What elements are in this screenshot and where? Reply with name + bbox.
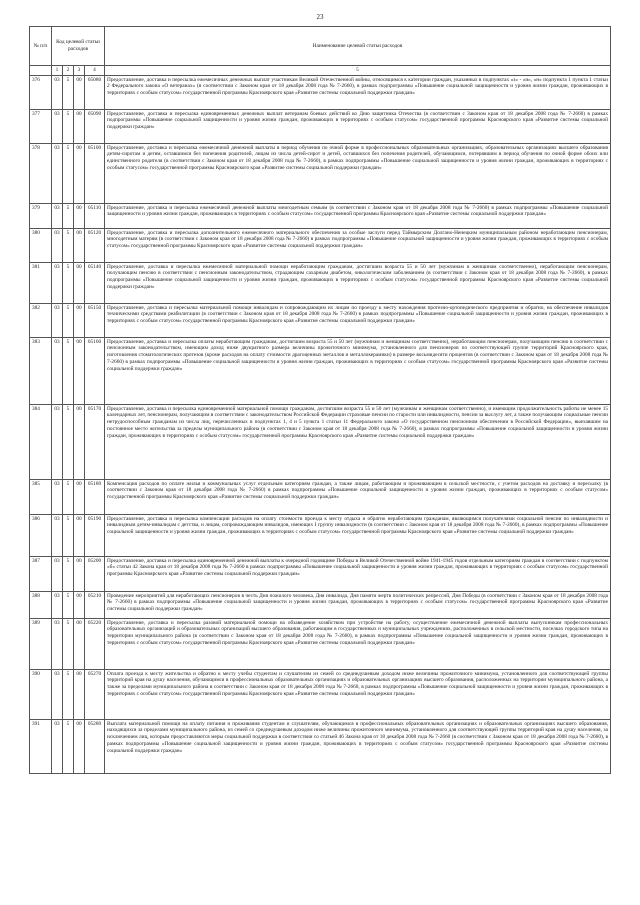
expenditure-name: Предоставление, доставка и пересылка оплаты неработающим гражданам, достигшим возраста 55 и 50 лет (мужчинам и женщинам соответственно), неработающим пенсионерам, получающим пенсию в соответствии с пенсионным законодательством, имеющим доход ниже двукратного размера величины прожиточного минимума, установленного для пенсионеров по соответствующей группе территорий Красноярского края, изготовления стоматологических протезов (кроме расходов на оплату стоимости драгоценных металлов и металлокерамики) в размере восьмидесяти процентов (в соответствии с Законом края от 18 декабря 2008 года № 7-2660) в рамках подпрограммы «Повышение социальной защищенности и уровня жизни граждан, проживающих в территориях с особым статусом» государственной программы Красноярского края «Развитие системы социальной поддержки граждан» bbox=[105, 337, 611, 404]
code-program: 03 bbox=[52, 337, 63, 404]
header-code-group: Код целевой статьи расходов bbox=[52, 27, 105, 66]
table-row bbox=[30, 591, 611, 618]
row-number: 377 bbox=[30, 109, 52, 143]
code-direction: 05210 bbox=[85, 591, 105, 618]
expenditure-name: Предоставление, доставка и пересылка дополнительного ежемесячного материального обеспечения за особые заслуги перед Таймырским Долгано-Ненецким муниципальным районом неработающим пенсионерам, многодетным матерям (в соответствии с Законом края от 18 декабря 2008 года № 7-2660) в рамках подпрограммы «Повышение социальной защищенности и уровня жизни граждан, проживающих в территориях с особым статусом» государственной программы Красноярского края «Развитие системы социальной поддержки граждан» bbox=[105, 228, 611, 262]
table-row bbox=[30, 618, 611, 669]
code-section: 00 bbox=[74, 404, 85, 479]
expenditure-name: Предоставление, доставка и пересылка ежемесячной денежной выплаты в период обучения по очной форме в профессиональных образовательных организациях, образовательных организациях высшего образования детям-сиротам и детям, оставшимся без попечения родителей, лицам из числа детей-сирот и детей, оставшихся без попечения родителей, обучающимся, потерявшим в период обучения по очной форме обоих или единственного родителя (в соответствии с Законом края от 18 декабря 2008 года № 7-2660), в рамках подпрограммы «Повышение социальной защищенности и уровня жизни граждан, проживающих в территориях с особым статусом» государственной программы Красноярского края «Развитие системы социальной поддержки граждан» bbox=[105, 143, 611, 203]
code-section: 00 bbox=[74, 303, 85, 337]
code-section: 00 bbox=[74, 109, 85, 143]
code-program: 03 bbox=[52, 228, 63, 262]
code-subprogram: 5 bbox=[63, 479, 74, 514]
code-direction: 05200 bbox=[85, 556, 105, 591]
code-subprogram: 5 bbox=[63, 556, 74, 591]
code-subprogram: 5 bbox=[63, 228, 74, 262]
code-program: 03 bbox=[52, 109, 63, 143]
code-section: 00 bbox=[74, 337, 85, 404]
column-number: 4 bbox=[85, 66, 105, 76]
code-section: 00 bbox=[74, 143, 85, 203]
code-program: 03 bbox=[52, 262, 63, 303]
table-row bbox=[30, 404, 611, 479]
expenditure-name: Оплата проезда к месту жительства и обратно к месту учебы студентам и слушателям из семей со среднедушевым доходом ниже величины прожиточного минимума, установленного для соответствующей группы территорий края на душу населения, обучающимся в профессиональных образовательных организациях и образовательных организациях высшего образования, расположенных на территории муниципального района, а также за пределами муниципального района в соответствии с Законом края от 18 декабря 2008 года № 7-2660, в рамках подпрограммы «Повышение социальной защищенности и уровня жизни граждан, проживающих в территориях с особым статусом» государственной программы Красноярского края «Развитие системы социальной поддержки граждан» bbox=[105, 669, 611, 719]
code-section: 00 bbox=[74, 479, 85, 514]
code-direction: 05220 bbox=[85, 618, 105, 669]
table-row bbox=[30, 479, 611, 514]
code-program: 03 bbox=[52, 203, 63, 228]
row-number: 385 bbox=[30, 479, 52, 514]
code-subprogram: 5 bbox=[63, 514, 74, 556]
code-program: 03 bbox=[52, 591, 63, 618]
row-number: 389 bbox=[30, 618, 52, 669]
code-section: 00 bbox=[74, 514, 85, 556]
code-program: 03 bbox=[52, 303, 63, 337]
row-number: 378 bbox=[30, 143, 52, 203]
code-section: 00 bbox=[74, 262, 85, 303]
code-subprogram: 5 bbox=[63, 591, 74, 618]
code-section: 00 bbox=[74, 203, 85, 228]
expenditure-name: Предоставление, доставка и пересылка материальной помощи инвалидам и сопровождающим их лицам по проезду к месту нахождения протезно-ортопедического предприятия и обратно, на обеспечение инвалидов техническими средствами реабилитации (в соответствии с Законом края от 18 декабря 2008 года № 7-2660) в рамках подпрограммы «Повышение социальной защищенности и уровня жизни граждан, проживающих в территориях с особым статусом» государственной программы Красноярского края «Развитие системы социальной поддержки граждан» bbox=[105, 303, 611, 337]
code-direction: 05270 bbox=[85, 669, 105, 719]
expenditure-name: Компенсация расходов по оплате жилья и коммунальных услуг отдельным категориям граждан, а также лицам, работающим и проживающим в сельской местности, с учетом расходов на доставку и пересылку (в соответствии с Законом края от 18 декабря 2008 года № 7-2660) в рамках подпрограммы «Повышение социальной защищенности и уровня жизни граждан, проживающих в территориях с особым статусом» государственной программы Красноярского края «Развитие системы социальной поддержки граждан» bbox=[105, 479, 611, 514]
table-row bbox=[30, 262, 611, 303]
code-subprogram: 5 bbox=[63, 143, 74, 203]
code-direction: 05280 bbox=[85, 719, 105, 773]
expenditure-name: Предоставление, доставка и пересылка ежемесячной денежной выплаты многодетным семьям (в соответствии с Законом края от 18 декабря 2008 года № 7-2660) в рамках подпрограммы «Повышение социальной защищенности и уровня жизни граждан, проживающих в территориях с особым статусом» государственной программы Красноярского края «Развитие системы социальной поддержки граждан» bbox=[105, 203, 611, 228]
table-header-row bbox=[30, 27, 611, 66]
code-section: 00 bbox=[74, 556, 85, 591]
row-number: 381 bbox=[30, 262, 52, 303]
table-body bbox=[30, 75, 611, 773]
code-subprogram: 5 bbox=[63, 404, 74, 479]
column-number: 3 bbox=[74, 66, 85, 76]
table-row bbox=[30, 228, 611, 262]
expenditure-name: Выплата материальной помощи на оплату питания и проживания студентам и слушателям, обучающимся в профессиональных образовательных организациях и образовательных организациях высшего образования, находящихся за пределами муниципального района, из семей со среднедушевым доходом ниже величины прожиточного минимума, установленного для соответствующей группы территорий края на душу населения, за исключением лиц, которым предоставляются меры социальной поддержки в соответствии со статьей 46 Закона края от 18 декабря 2008 года № 7-2660 (в соответствии с Законом края от 18 декабря 2008 года № 7-2660), в рамках подпрограммы «Повышение социальной защищенности и уровня жизни граждан, проживающих в территориях с особым статусом» государственной программы Красноярского края «Развитие системы социальной поддержки граждан» bbox=[105, 719, 611, 773]
code-direction: 05140 bbox=[85, 262, 105, 303]
code-subprogram: 5 bbox=[63, 669, 74, 719]
expenditure-name: Предоставление, доставка и пересылка компенсации расходов на оплату стоимости проезда к месту отдыха и обратно неработающим гражданам, являющимся получателями социальной пенсии по инвалидности и инвалидным детям-инвалидам с детства, и лицам, сопровождающим инвалидов, имеющих I группу инвалидности (в соответствии с Законом края от 18 декабря 2008 года № 7-2660), в рамках подпрограммы «Повышение социальной защищенности и уровня жизни граждан, проживающих в территориях с особым статусом» государственной программы Красноярского края «Развитие системы социальной поддержки граждан» bbox=[105, 514, 611, 556]
code-section: 00 bbox=[74, 669, 85, 719]
code-subprogram: 5 bbox=[63, 203, 74, 228]
table-row bbox=[30, 669, 611, 719]
table-row bbox=[30, 303, 611, 337]
table-row bbox=[30, 556, 611, 591]
column-number: 2 bbox=[63, 66, 74, 76]
table-row bbox=[30, 109, 611, 143]
table-column-number-row bbox=[30, 66, 611, 76]
table-row bbox=[30, 337, 611, 404]
code-subprogram: 5 bbox=[63, 109, 74, 143]
target-expenditure-table bbox=[29, 26, 611, 774]
row-number: 383 bbox=[30, 337, 52, 404]
row-number: 384 bbox=[30, 404, 52, 479]
table-row bbox=[30, 143, 611, 203]
code-subprogram: 5 bbox=[63, 262, 74, 303]
code-direction: 05120 bbox=[85, 228, 105, 262]
code-section: 00 bbox=[74, 75, 85, 109]
code-program: 03 bbox=[52, 404, 63, 479]
code-program: 03 bbox=[52, 75, 63, 109]
page-number: 23 bbox=[316, 13, 324, 21]
code-direction: 05150 bbox=[85, 303, 105, 337]
code-section: 00 bbox=[74, 719, 85, 773]
code-direction: 05170 bbox=[85, 404, 105, 479]
code-section: 00 bbox=[74, 618, 85, 669]
code-direction: 05160 bbox=[85, 337, 105, 404]
header-number: № п/п bbox=[30, 27, 52, 66]
row-number: 386 bbox=[30, 514, 52, 556]
code-subprogram: 5 bbox=[63, 75, 74, 109]
code-program: 03 bbox=[52, 556, 63, 591]
header-name: Наименование целевой статьи расходов bbox=[105, 27, 611, 66]
expenditure-name: Предоставление, доставка и пересылка ежемесячной материальной помощи неработающим гражданам, достигшим возраста 55 и 50 лет (мужчинам и женщинам соответственно), неработающим пенсионерам, получающим пенсию в соответствии с пенсионным законодательством, страдающим сахарным диабетом, онкологическим заболеванием (в соответствии с Законом края от 18 декабря 2008 года № 7-2660), в рамках подпрограммы «Повышение социальной защищенности и уровня жизни граждан, проживающих в территориях с особым статусом» государственной программы Красноярского края «Развитие системы социальной поддержки граждан» bbox=[105, 262, 611, 303]
expenditure-name: Предоставление, доставка и пересылка разовой материальной помощи на обзаведение хозяйством при устройстве на работу, осуществление ежемесячной денежной выплаты выпускникам профессиональных образовательных организаций и образовательных организаций высшего образования, работающим в государственных и муниципальных учреждениях, расположенных в сельской местности, поселках городского типа на территории муниципального района (в соответствии с Законом края от 18 декабря 2008 года № 7-2660), в рамках подпрограммы «Повышение социальной защищенности и уровня жизни граждан, проживающих в территориях с особым статусом» государственной программы Красноярского края «Развитие системы социальной поддержки граждан» bbox=[105, 618, 611, 669]
code-direction: 05080 bbox=[85, 75, 105, 109]
table-row bbox=[30, 203, 611, 228]
row-number: 380 bbox=[30, 228, 52, 262]
code-direction: 05190 bbox=[85, 514, 105, 556]
code-section: 00 bbox=[74, 228, 85, 262]
code-program: 03 bbox=[52, 618, 63, 669]
row-number: 388 bbox=[30, 591, 52, 618]
column-number: 1 bbox=[52, 66, 63, 76]
row-number: 391 bbox=[30, 719, 52, 773]
code-section: 00 bbox=[74, 591, 85, 618]
code-subprogram: 5 bbox=[63, 303, 74, 337]
code-direction: 05180 bbox=[85, 479, 105, 514]
expenditure-name: Предоставление, доставка и пересылка единовременной материальной помощи гражданам, достигшим возраста 55 и 50 лет (мужчинам и женщинам соответственно), и имеющим продолжительность работы не менее 15 календарных лет, пенсионерам, получающим в соответствии с законодательством Российской Федерации страховые пенсии по старости или инвалидности, пенсии за выслугу лет, а также получающим социальные пенсии нетрудоспособным гражданам из числа лиц, перечисленных в подпунктах 1, 4 и 5 пункта 1 статьи 11 Федерального закона «О государственном пенсионном обеспечении в Российской Федерации», выехавшим на постоянное место жительства за пределы муниципального района (в соответствии с Законом края от 18 декабря 2008 года № 7-2660), в рамках подпрограммы «Повышение социальной защищенности и уровня жизни граждан, проживающих в территориях с особым статусом» государственной программы Красноярского края «Развитие системы социальной поддержки граждан» bbox=[105, 404, 611, 479]
code-subprogram: 5 bbox=[63, 618, 74, 669]
code-program: 03 bbox=[52, 479, 63, 514]
code-program: 03 bbox=[52, 669, 63, 719]
column-number: 5 bbox=[105, 66, 611, 76]
column-number bbox=[30, 66, 52, 76]
code-direction: 05110 bbox=[85, 203, 105, 228]
table-row bbox=[30, 514, 611, 556]
code-direction: 05090 bbox=[85, 109, 105, 143]
code-program: 03 bbox=[52, 514, 63, 556]
row-number: 379 bbox=[30, 203, 52, 228]
expenditure-name: Предоставление, доставка и пересылка единовременной денежной выплаты к очередной годовщине Победы в Великой Отечественной войне 1941-1945 годов отдельным категориям граждан в соответствии с подпунктом «б» статьи 42 Закона края от 18 декабря 2008 года № 7-2660 в рамках подпрограммы «Повышение социальной защищенности и уровня жизни граждан, проживающих в территориях с особым статусом» государственной программы Красноярского края «Развитие системы социальной поддержки граждан» bbox=[105, 556, 611, 591]
expenditure-name: Предоставление, доставка и пересылка единовременных денежных выплат ветеранам боевых действий ко Дню защитника Отечества (в соответствии с Законом края от 18 декабря 2008 года № 7-2660) в рамках подпрограммы «Повышение социальной защищенности и уровня жизни граждан, проживающих в территориях с особым статусом» государственной программы Красноярского края «Развитие системы социальной поддержки граждан» bbox=[105, 109, 611, 143]
code-subprogram: 5 bbox=[63, 719, 74, 773]
table-row bbox=[30, 75, 611, 109]
row-number: 387 bbox=[30, 556, 52, 591]
code-subprogram: 5 bbox=[63, 337, 74, 404]
row-number: 390 bbox=[30, 669, 52, 719]
table-row bbox=[30, 719, 611, 773]
row-number: 382 bbox=[30, 303, 52, 337]
code-program: 03 bbox=[52, 719, 63, 773]
expenditure-name: Проведение мероприятий для неработающих пенсионеров в честь Дня пожилого человека, Дня инвалида, Дня памяти жертв политических репрессий, Дня Победы (в соответствии с Законом края от 18 декабря 2008 года № 7-2660) в рамках подпрограммы «Повышение социальной защищенности и уровня жизни граждан, проживающих в территориях с особым статусом» государственной программы Красноярского края «Развитие системы социальной поддержки граждан» bbox=[105, 591, 611, 618]
code-program: 03 bbox=[52, 143, 63, 203]
code-direction: 05100 bbox=[85, 143, 105, 203]
expenditure-name: Предоставление, доставка и пересылка ежемесячных денежных выплат участникам Великой Отечественной войны, относящимся к категории граждан, указанных в подпунктах «з» - «и», «н» подпункта 1 пункта 1 статьи 2 Федерального закона «О ветеранах» (в соответствии с Законом края от 18 декабря 2008 года № 7-2660), в рамках подпрограммы «Повышение социальной защищенности и уровня жизни граждан, проживающих в территориях с особым статусом» государственной программы Красноярского края «Развитие системы социальной поддержки граждан» bbox=[105, 75, 611, 109]
row-number: 376 bbox=[30, 75, 52, 109]
